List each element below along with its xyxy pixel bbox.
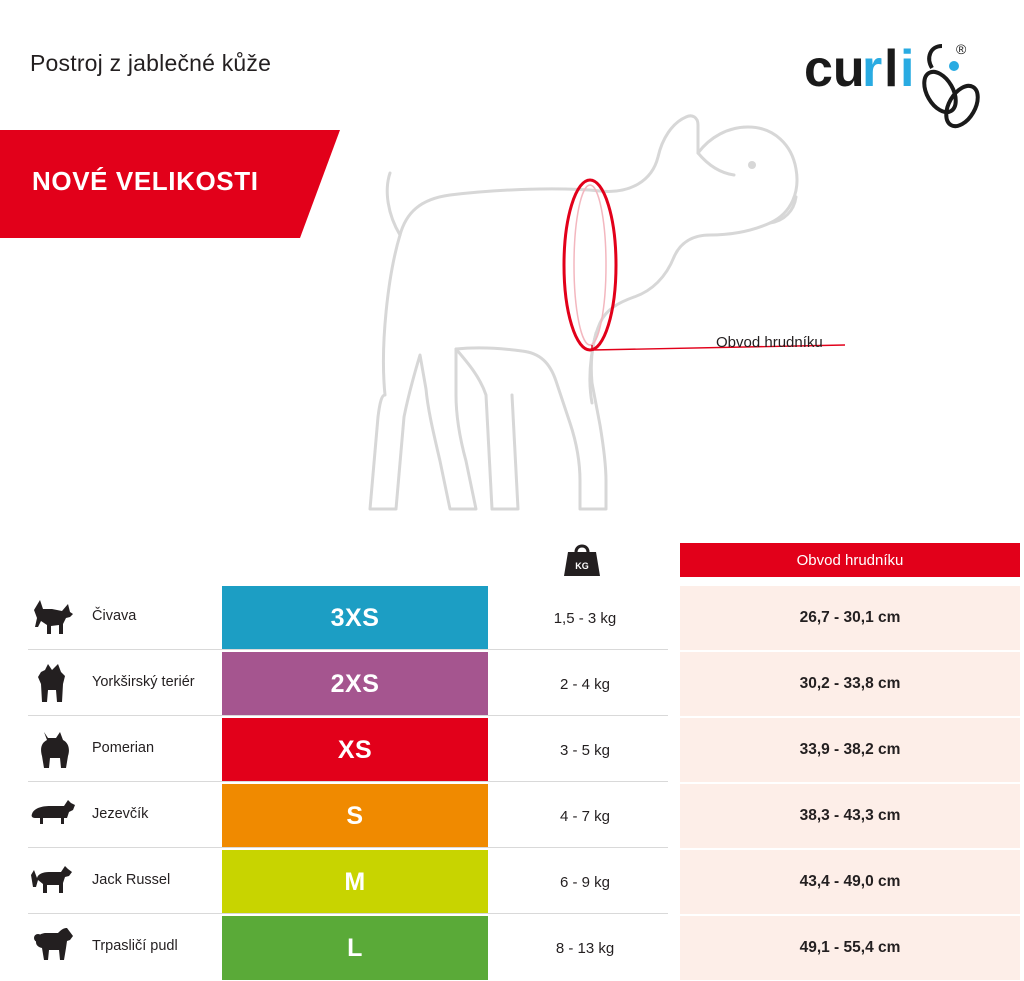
table-row [0, 916, 1024, 980]
table-row [0, 586, 1024, 650]
breed-name: Jack Russel [92, 872, 171, 888]
chest-column-header: Obvod hrudníku [680, 543, 1020, 577]
weight-cell: 4 - 7 kg [559, 807, 611, 825]
chest-cell: 49,1 - 55,4 cm [680, 916, 1020, 981]
size-cell: 2XS [222, 652, 488, 716]
breed-name: Trpasličí pudl [92, 938, 178, 954]
size-cell: 3XS [222, 586, 488, 650]
dog-chihuahua-icon [30, 596, 78, 640]
dog-dachshund-icon [30, 794, 78, 838]
row-divider [28, 847, 668, 848]
size-cell: XS [222, 718, 488, 782]
size-cell: L [222, 916, 488, 980]
size-cell: S [222, 784, 488, 848]
breed-name: Yorkširský teriér [92, 674, 195, 690]
weight-cell: 3 - 5 kg [559, 741, 611, 759]
chest-cell: 26,7 - 30,1 cm [680, 586, 1020, 651]
svg-text:cu: cu [804, 40, 865, 98]
row-divider [28, 715, 668, 716]
weight-cell: 6 - 9 kg [559, 873, 611, 891]
table-row [0, 718, 1024, 782]
dog-yorkshire-icon [30, 662, 78, 706]
chest-cell: 30,2 - 33,8 cm [680, 652, 1020, 717]
svg-text:r: r [862, 40, 883, 98]
row-divider [28, 781, 668, 782]
row-divider [28, 913, 668, 914]
page-title: Postroj z jablečné kůže [30, 50, 272, 76]
chest-cell: 43,4 - 49,0 cm [680, 850, 1020, 915]
row-divider [28, 649, 668, 650]
breed-name: Pomerian [92, 740, 155, 756]
chest-cell: 38,3 - 43,3 cm [680, 784, 1020, 849]
chest-cell: 33,9 - 38,2 cm [680, 718, 1020, 783]
svg-text:KG: KG [575, 561, 589, 571]
dog-poodle-icon [30, 926, 78, 970]
dog-illustration [300, 95, 900, 515]
svg-text:i: i [900, 40, 915, 98]
svg-text:®: ® [956, 41, 967, 57]
table-row [0, 652, 1024, 716]
weight-kg-icon [560, 540, 604, 578]
size-cell: M [222, 850, 488, 914]
table-row [0, 784, 1024, 848]
breed-name: Čivava [92, 608, 137, 624]
weight-cell: 8 - 13 kg [555, 939, 615, 957]
dog-jack-russel-icon [30, 860, 78, 904]
weight-cell: 2 - 4 kg [559, 675, 611, 693]
svg-text:l: l [884, 40, 899, 98]
breed-name: Jezevčík [92, 806, 149, 822]
table-row [0, 850, 1024, 914]
chest-measure-label: Obvod hrudníku [716, 334, 823, 351]
new-sizes-banner-label: NOVÉ VELIKOSTI [32, 166, 259, 196]
weight-cell: 1,5 - 3 kg [553, 609, 617, 627]
dog-pomeranian-icon [30, 728, 78, 772]
